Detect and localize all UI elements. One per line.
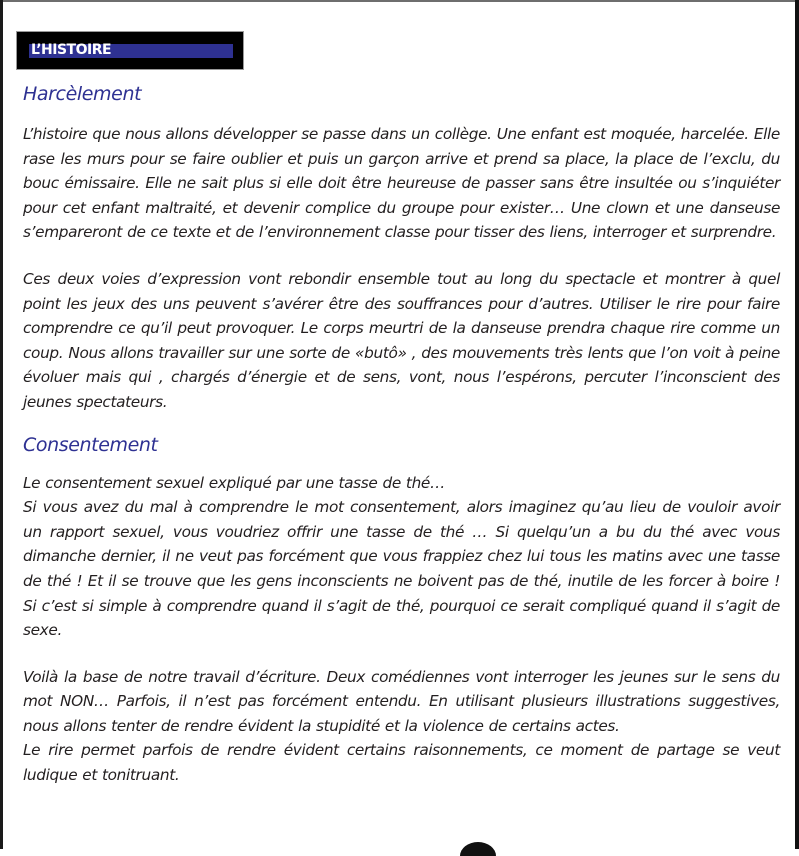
section-heading-harcelement: Harcèlement (23, 83, 142, 105)
cropped-illustration (460, 842, 496, 856)
paragraph-intro: Le consentement sexuel expliqué par une tasse de thé… (23, 473, 445, 492)
page-border-left (0, 0, 3, 849)
section-banner (16, 31, 244, 70)
banner-title: L’HISTOIRE (31, 42, 112, 58)
section-heading-consentement: Consentement (23, 433, 158, 456)
paragraph: Si vous avez du mal à comprendre le mot consentement, alors imaginez qu’au lieu de vouloir avoir un rapport sexuel, vous voudriez offrir une tasse de thé … Si quelqu’un a bu du thé avec vous dimanche dernier, il ne veut pas forcément que vous frappiez chez lui tous les matins avec une tasse de thé ! Et il se trouve que les gens inconscients ne boivent pas de thé, inutile de les forcer à boire ! Si c’est si simple à comprendre quand il s’agit de thé, pourquoi ce serait compliqué quand il s’agit de sexe. (23, 498, 780, 640)
paragraph: Voilà la base de notre travail d’écriture. Deux comédiennes vont interroger les jeunes sur le sens du mot NON… Parfois, il n’est pas forcément entendu. En utilisant plusieurs illustrations suggestives, nous allons tenter de rendre évident la stupidité et la violence de certains actes. (23, 667, 780, 735)
page-border-top (0, 0, 799, 2)
page-border-right (795, 0, 799, 849)
paragraph: Ces deux voies d’expression vont rebondir ensemble tout au long du spectacle et montrer à quel point les jeux des uns peuvent s’avérer être des souffrances pour d’autres. Utiliser le rire pour faire comprendre ce qu’il peut provoquer. Le corps meurtri de la danseuse prendra chaque rire comme un coup. Nous allons travailler sur une sorte de «butô» , des mouvements très lents que l’on voit à peine évoluer mais qui , chargés d’énergie et de sens, vont, nous l’espérons, percuter l’inconscient des jeunes spectateurs. (23, 269, 780, 411)
paragraph: Le rire permet parfois de rendre évident certains raisonnements, ce moment de partage se veut ludique et tonitruant. (23, 741, 780, 785)
document-content (23, 80, 780, 788)
paragraph: L’histoire que nous allons développer se passe dans un collège. Une enfant est moquée, harcelée. Elle rase les murs pour se faire oublier et puis un garçon arrive et prend sa place, la place de l’exclu, du bouc émissaire. Elle ne sait plus si elle doit être heureuse de passer sans être insultée ou s’inquiéter pour cet enfant maltraité, et devenir complice du groupe pour exister… Une clown et une danseuse s’empareront de ce texte et de l’environnement classe pour tisser des liens, interroger et surprendre. (23, 125, 780, 242)
